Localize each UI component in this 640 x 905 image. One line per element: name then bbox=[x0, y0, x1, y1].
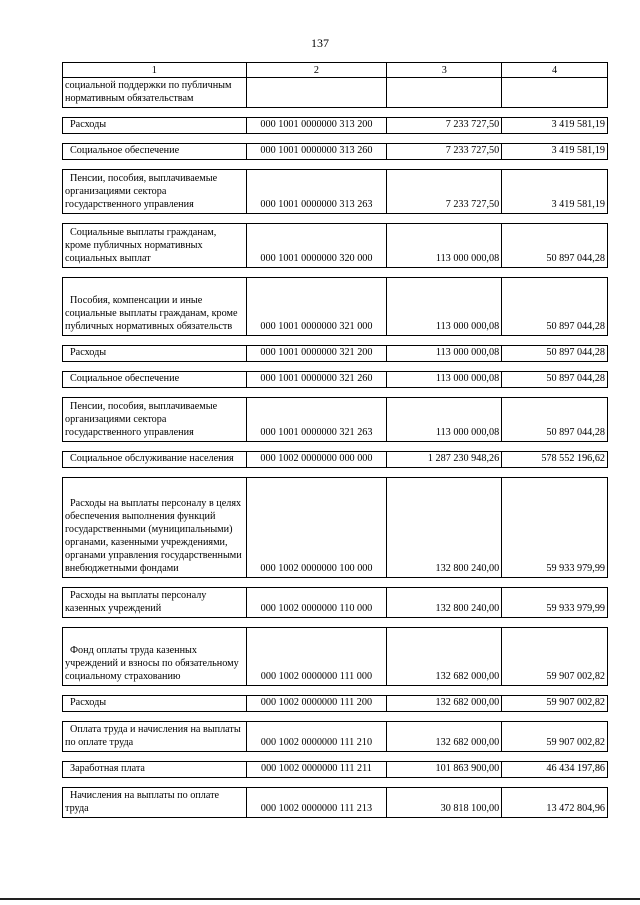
row-approved-value: 132 682 000,00 bbox=[387, 722, 502, 752]
table-row bbox=[63, 346, 608, 362]
table-row bbox=[63, 722, 608, 752]
row-approved-value: 132 800 240,00 bbox=[387, 478, 502, 578]
row-name bbox=[63, 398, 247, 442]
row-name bbox=[63, 788, 247, 818]
table-row bbox=[63, 762, 608, 778]
row-name-text: Пенсии, пособия, выплачиваемые организациями сектора государственного управления bbox=[65, 173, 218, 210]
row-gap bbox=[63, 578, 608, 588]
row-name-text: Расходы bbox=[70, 347, 107, 358]
row-gap bbox=[63, 160, 608, 170]
row-approved-value: 113 000 000,08 bbox=[387, 398, 502, 442]
table-row bbox=[63, 144, 608, 160]
row-name bbox=[63, 478, 247, 578]
bottom-rule bbox=[0, 898, 640, 900]
row-name bbox=[63, 722, 247, 752]
row-code: 000 1001 0000000 313 200 bbox=[246, 118, 387, 134]
row-name-text: Фонд оплаты труда казенных учреждений и взносы по обязательному социальному страхованию bbox=[65, 645, 239, 682]
row-gap bbox=[63, 362, 608, 372]
row-code: 000 1001 0000000 313 263 bbox=[246, 170, 387, 214]
row-approved-value: 7 233 727,50 bbox=[387, 144, 502, 160]
row-name-text: Расходы bbox=[70, 697, 107, 708]
row-executed-value: 3 419 581,19 bbox=[502, 118, 608, 134]
row-executed-value: 578 552 196,62 bbox=[502, 452, 608, 468]
header-col-4: 4 bbox=[502, 63, 608, 78]
row-name bbox=[63, 696, 247, 712]
table-row bbox=[63, 452, 608, 468]
row-gap bbox=[63, 268, 608, 278]
row-name-text: Пособия, компенсации и иные социальные выплаты гражданам, кроме публичных нормативных обязательств bbox=[65, 295, 238, 332]
row-name bbox=[63, 762, 247, 778]
row-gap bbox=[63, 618, 608, 628]
row-code: 000 1002 0000000 111 211 bbox=[246, 762, 387, 778]
table-row bbox=[63, 278, 608, 336]
row-code: 000 1002 0000000 111 210 bbox=[246, 722, 387, 752]
row-name-text: Оплата труда и начисления на выплаты по оплате труда bbox=[65, 724, 241, 748]
row-name-text: социальной поддержки по публичным нормативным обязательствам bbox=[65, 80, 232, 104]
table-body bbox=[63, 78, 608, 818]
row-code: 000 1002 0000000 111 200 bbox=[246, 696, 387, 712]
table-row bbox=[63, 78, 608, 108]
row-executed-value: 59 933 979,99 bbox=[502, 588, 608, 618]
table-row bbox=[63, 628, 608, 686]
table-row bbox=[63, 118, 608, 134]
table-row bbox=[63, 478, 608, 578]
row-approved-value: 7 233 727,50 bbox=[387, 170, 502, 214]
row-executed-value: 50 897 044,28 bbox=[502, 398, 608, 442]
table-row bbox=[63, 224, 608, 268]
row-code: 000 1002 0000000 110 000 bbox=[246, 588, 387, 618]
row-name bbox=[63, 372, 247, 388]
header-col-2: 2 bbox=[246, 63, 387, 78]
row-gap bbox=[63, 442, 608, 452]
row-code: 000 1002 0000000 000 000 bbox=[246, 452, 387, 468]
table-row bbox=[63, 398, 608, 442]
row-name-text: Заработная плата bbox=[70, 763, 145, 774]
row-name-text: Пенсии, пособия, выплачиваемые организациями сектора государственного управления bbox=[65, 401, 218, 438]
row-executed-value: 13 472 804,96 bbox=[502, 788, 608, 818]
row-code: 000 1001 0000000 321 000 bbox=[246, 278, 387, 336]
row-name-text: Социальное обслуживание населения bbox=[70, 453, 234, 464]
row-gap bbox=[63, 134, 608, 144]
row-approved-value: 132 800 240,00 bbox=[387, 588, 502, 618]
row-executed-value: 50 897 044,28 bbox=[502, 372, 608, 388]
row-gap bbox=[63, 686, 608, 696]
row-gap bbox=[63, 336, 608, 346]
row-name bbox=[63, 278, 247, 336]
row-approved-value: 132 682 000,00 bbox=[387, 696, 502, 712]
row-name bbox=[63, 346, 247, 362]
row-approved-value: 132 682 000,00 bbox=[387, 628, 502, 686]
row-name-text: Расходы bbox=[70, 119, 107, 130]
row-code bbox=[246, 78, 387, 108]
row-code: 000 1001 0000000 321 200 bbox=[246, 346, 387, 362]
row-name-text: Расходы на выплаты персоналу казенных учреждений bbox=[65, 590, 207, 614]
header-col-3: 3 bbox=[387, 63, 502, 78]
row-name bbox=[63, 452, 247, 468]
row-name-text: Социальное обеспечение bbox=[70, 373, 180, 384]
row-gap bbox=[63, 468, 608, 478]
row-executed-value: 59 933 979,99 bbox=[502, 478, 608, 578]
header-col-1: 1 bbox=[63, 63, 247, 78]
row-name bbox=[63, 144, 247, 160]
row-gap bbox=[63, 712, 608, 722]
row-name bbox=[63, 628, 247, 686]
row-name bbox=[63, 224, 247, 268]
row-gap bbox=[63, 108, 608, 118]
row-code: 000 1001 0000000 321 260 bbox=[246, 372, 387, 388]
row-approved-value: 30 818 100,00 bbox=[387, 788, 502, 818]
row-approved-value: 113 000 000,08 bbox=[387, 224, 502, 268]
row-approved-value: 1 287 230 948,26 bbox=[387, 452, 502, 468]
row-approved-value: 113 000 000,08 bbox=[387, 372, 502, 388]
row-gap bbox=[63, 388, 608, 398]
row-name bbox=[63, 118, 247, 134]
row-executed-value: 3 419 581,19 bbox=[502, 144, 608, 160]
row-approved-value: 113 000 000,08 bbox=[387, 278, 502, 336]
table-row bbox=[63, 170, 608, 214]
row-code: 000 1001 0000000 321 263 bbox=[246, 398, 387, 442]
row-approved-value: 7 233 727,50 bbox=[387, 118, 502, 134]
table-row bbox=[63, 696, 608, 712]
row-executed-value: 50 897 044,28 bbox=[502, 346, 608, 362]
row-executed-value: 50 897 044,28 bbox=[502, 278, 608, 336]
row-executed-value: 59 907 002,82 bbox=[502, 628, 608, 686]
row-name-text: Социальные выплаты гражданам, кроме публичных нормативных социальных выплат bbox=[65, 227, 217, 264]
row-gap bbox=[63, 778, 608, 788]
table-row bbox=[63, 372, 608, 388]
row-name-text: Расходы на выплаты персоналу в целях обеспечения выполнения функций государственными (муниципальными) органами, казенными учреждениями, органами управления государственными внебюджетными фондами bbox=[65, 498, 242, 574]
row-name bbox=[63, 588, 247, 618]
row-executed-value bbox=[502, 78, 608, 108]
row-code: 000 1002 0000000 100 000 bbox=[246, 478, 387, 578]
table-row bbox=[63, 588, 608, 618]
row-executed-value: 59 907 002,82 bbox=[502, 696, 608, 712]
row-gap bbox=[63, 214, 608, 224]
row-name bbox=[63, 170, 247, 214]
table-row bbox=[63, 788, 608, 818]
row-executed-value: 46 434 197,86 bbox=[502, 762, 608, 778]
row-code: 000 1001 0000000 313 260 bbox=[246, 144, 387, 160]
row-name-text: Начисления на выплаты по оплате труда bbox=[65, 790, 220, 814]
page-number: 137 bbox=[311, 36, 329, 50]
row-name bbox=[63, 78, 247, 108]
table-header-row bbox=[63, 63, 608, 78]
row-approved-value: 101 863 900,00 bbox=[387, 762, 502, 778]
row-executed-value: 50 897 044,28 bbox=[502, 224, 608, 268]
row-code: 000 1002 0000000 111 213 bbox=[246, 788, 387, 818]
row-gap bbox=[63, 752, 608, 762]
row-approved-value: 113 000 000,08 bbox=[387, 346, 502, 362]
row-name-text: Социальное обеспечение bbox=[70, 145, 180, 156]
row-executed-value: 59 907 002,82 bbox=[502, 722, 608, 752]
row-approved-value bbox=[387, 78, 502, 108]
row-executed-value: 3 419 581,19 bbox=[502, 170, 608, 214]
row-code: 000 1002 0000000 111 000 bbox=[246, 628, 387, 686]
row-code: 000 1001 0000000 320 000 bbox=[246, 224, 387, 268]
budget-report-table bbox=[62, 62, 608, 818]
